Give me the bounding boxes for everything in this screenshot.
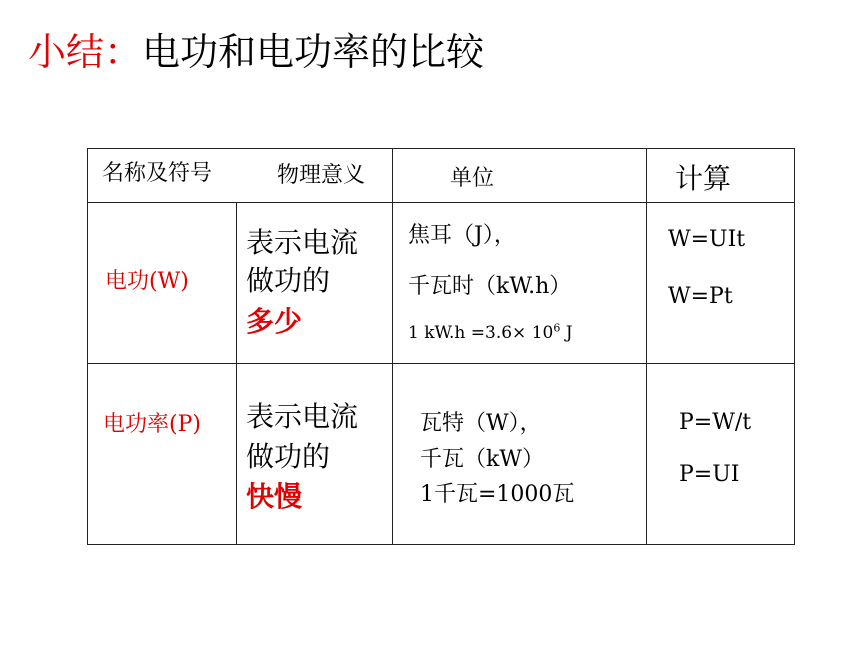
row1-name: 电功(W) [105,269,189,294]
table-row-divider [87,363,795,364]
row1-meaning-line2: 做功的 [246,264,331,297]
row2-meaning-line3: 快慢 [246,480,303,513]
title-main: 电功和电功率的比较 [142,30,485,74]
row1-unit-line3-exponent: 6 [553,321,561,335]
row1-meaning-line3: 多少 [246,305,303,338]
page-title [28,28,484,76]
title-prefix: 小结： [28,30,143,74]
row2-unit-line1: 瓦特（W）， [420,411,542,436]
table-col-divider-2 [392,148,393,545]
table-border-left [87,148,88,545]
row1-unit-line1: 焦耳（J）， [408,223,516,248]
header-calc: 计算 [675,162,732,195]
header-unit: 单位 [450,166,495,191]
row1-unit-line3 [408,322,573,344]
table-col-divider-1 [236,202,237,545]
header-name: 名称及符号 [102,161,213,186]
row2-unit-line2: 千瓦（kW） [420,447,544,472]
row2-meaning-line1: 表示电流 [246,400,359,433]
row2-name: 电功率(P) [103,412,201,437]
table-border-bottom [87,544,795,545]
header-meaning: 物理意义 [277,163,366,188]
row1-unit-line3-unit: J [560,323,573,343]
row1-unit-line2: 千瓦时（kW.h） [408,274,572,299]
row1-meaning-line1: 表示电流 [246,226,359,259]
table-header-divider [87,202,795,203]
row1-calc-line1: W=UIt [668,227,746,252]
table-border-right [794,148,795,545]
table-col-divider-3 [646,148,647,545]
row1-calc-line2: W=Pt [668,284,733,309]
row2-calc-line2: P=UI [679,462,740,487]
row2-unit-line3: 1千瓦=1000瓦 [420,482,575,507]
row1-unit-line3-base: 1 kW.h =3.6× 10 [408,323,554,343]
row2-meaning-line2: 做功的 [246,440,331,473]
row2-calc-line1: P=W/t [679,410,752,435]
table-border-top [87,148,795,149]
